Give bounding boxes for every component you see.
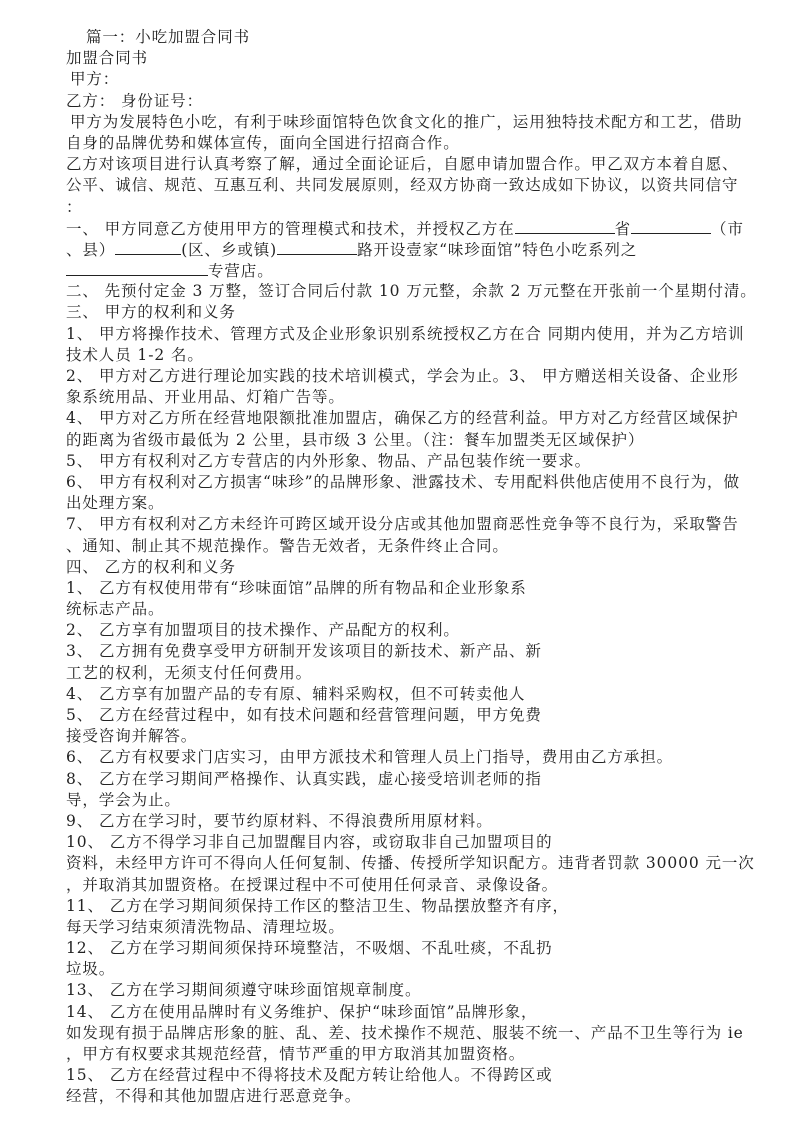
line-text: 、通知、制止其不规范操作。警告无效者，无条件终止合同。 <box>66 536 509 555</box>
line-text: 11、 乙方在学习期间须保持工作区的整洁卫生、物品摆放整齐有序， <box>66 896 569 915</box>
line-text: 6、 甲方有权利对乙方损害“味珍”的品牌形象、泄露技术、专用配料供他店使用不良行为，做 <box>66 472 740 491</box>
line-text: （市 <box>711 219 744 238</box>
line-text: 5、 甲方有权利对乙方专营店的内外形象、物品、产品包装作统一要求。 <box>66 451 591 470</box>
document-line <box>66 197 736 218</box>
line-text: 3、 乙方拥有免费享受甲方研制开发该项目的新技术、新产品、新 <box>66 642 542 661</box>
fill-in-blank <box>115 239 181 255</box>
line-text: 8、 乙方在学习期间严格操作、认真实践，虚心接受培训老师的指 <box>66 769 542 788</box>
line-text: 1、 甲方将操作技术、管理方式及企业形象识别系统授权乙方在合 同期内使用，并为乙方培训 <box>66 324 745 343</box>
line-text: 统标志产品。 <box>66 600 165 619</box>
document-line <box>66 175 739 196</box>
line-text: 二、 先预付定金 3 万整，签订合同后付款 10 万元整，余款 2 万元整在开张前一个星期付清。 <box>66 282 757 301</box>
line-text: 乙方对该项目进行认真考察了解，通过全面论证后，自愿申请加盟合作。甲乙双方本着自愿、 <box>66 155 739 174</box>
line-text: 1、 乙方有权使用带有“珍味面馆”品牌的所有物品和企业形象系 <box>66 578 527 597</box>
line-text: ，甲方有权要求其规范经营，情节严重的甲方取消其加盟资格。 <box>66 1045 526 1063</box>
document-line <box>66 493 736 514</box>
fill-in-blank <box>631 218 711 234</box>
line-text: 接受咨询并解答。 <box>66 727 198 746</box>
document-line <box>66 811 736 832</box>
fill-in-blank <box>66 260 208 276</box>
document-line <box>66 1002 736 1023</box>
line-text: 垃圾。 <box>66 960 116 979</box>
document-line <box>66 366 739 387</box>
document-line <box>66 959 736 980</box>
line-text: 技术人员 1-2 名。 <box>66 345 204 364</box>
line-text: 象系统用品、开业用品、灯箱广告等。 <box>66 388 345 407</box>
document-line <box>66 133 736 154</box>
document-line <box>66 430 736 451</box>
line-text: 每天学习结束须清洗物品、清理垃圾。 <box>66 917 345 936</box>
document-line <box>66 980 736 1001</box>
line-text: 15、 乙方在经营过程中不得将技术及配方转让给他人。不得跨区或 <box>66 1066 553 1085</box>
line-text: 2、 甲方对乙方进行理论加实践的技术培训模式，学会为止。3、 甲方赠送相关设备、企业形 <box>66 367 739 385</box>
line-text: ，并取消其加盟资格。在授课过程中不可使用任何录音、录像设备。 <box>66 875 559 894</box>
document-line <box>66 387 736 408</box>
document-line <box>66 91 736 112</box>
document-line <box>66 472 740 493</box>
document-line <box>66 345 736 366</box>
line-text: 篇一：小吃加盟合同书 <box>86 28 251 46</box>
document-line <box>66 938 736 959</box>
contract-document <box>66 27 757 1108</box>
line-text: 甲方为发展特色小吃，有利于味珍面馆特色饮食文化的推广，运用独特技术配方和工艺，借助 <box>70 112 743 131</box>
line-text: 公平、诚信、规范、互惠互利、共同发展原则，经双方协商一致达成如下协议，以资共同信守 <box>66 176 739 195</box>
document-line <box>66 853 755 874</box>
line-text: 12、 乙方在学习期间须保持环境整洁，不吸烟、不乱吐痰，不乱扔 <box>66 939 553 958</box>
line-text: ： <box>66 197 83 216</box>
document-line <box>66 599 736 620</box>
line-text: 如发现有损于品牌店形象的脏、乱、差、技术操作不规范、服装不统一、产品不卫生等行为 ie <box>66 1023 744 1042</box>
document-line <box>66 281 757 302</box>
document-line <box>66 1065 736 1086</box>
line-text: 导，学会为止。 <box>66 790 181 809</box>
document-line <box>66 302 736 323</box>
line-text: 2、 乙方享有加盟项目的技术操作、产品配方的权利。 <box>66 621 460 640</box>
document-line <box>66 324 745 345</box>
line-text: 、县） <box>66 240 116 259</box>
document-line <box>66 917 736 938</box>
document-line <box>66 769 736 790</box>
line-text: 出处理方案。 <box>66 494 165 513</box>
document-line <box>66 790 736 811</box>
document-line <box>66 154 739 175</box>
document-line <box>66 832 736 853</box>
line-text: 工艺的权利，无须支付任何费用。 <box>66 663 313 682</box>
document-line <box>66 112 743 133</box>
fill-in-blank <box>515 218 615 234</box>
line-text: 14、 乙方在使用品牌时有义务维护、保护“味珍面馆”品牌形象， <box>66 1002 538 1021</box>
line-text: 加盟合同书 <box>66 49 149 68</box>
line-text: 的距离为省级市最低为 2 公里，县市级 3 公里。（注：餐车加盟类无区域保护） <box>66 430 645 449</box>
line-text: 10、 乙方不得学习非自己加盟醒目内容，或窃取非自己加盟项目的 <box>66 833 553 852</box>
document-line <box>66 451 736 472</box>
document-line <box>66 218 744 239</box>
document-line <box>66 620 736 641</box>
line-text: (区、乡或镇) <box>181 240 278 259</box>
line-text: 自身的品牌优势和媒体宣传，面向全国进行招商合作。 <box>66 133 460 152</box>
document-line <box>66 239 736 260</box>
line-text: 三、 甲方的权利和义务 <box>66 303 236 322</box>
line-text: 4、 乙方享有加盟产品的专有原、辅料采购权，但不可转卖他人 <box>66 684 526 703</box>
fill-in-blank <box>277 239 357 255</box>
document-line <box>66 27 736 48</box>
document-line <box>66 1023 744 1044</box>
document-line <box>66 747 736 768</box>
line-text: 6、 乙方有权要求门店实习，由甲方派技术和管理人员上门指导，费用由乙方承担。 <box>66 748 673 767</box>
document-line <box>66 536 736 557</box>
line-text: 四、 乙方的权利和义务 <box>66 557 236 576</box>
line-text: 5、 乙方在经营过程中，如有技术问题和经营管理问题，甲方免费 <box>66 706 542 724</box>
line-text: 7、 甲方有权利对乙方未经许可跨区域开设分店或其他加盟商恶性竞争等不良行为，采取警告 <box>66 515 739 534</box>
line-text: 路开设壹家“味珍面馆”特色小吃系列之 <box>357 240 638 259</box>
line-text: 甲方： <box>70 70 120 89</box>
document-line <box>66 48 736 69</box>
document-line <box>66 663 736 684</box>
line-text: 一、 甲方同意乙方使用甲方的管理模式和技术，并授权乙方在 <box>66 219 515 238</box>
document-line <box>66 260 736 281</box>
document-line <box>66 557 736 578</box>
document-line <box>66 408 739 429</box>
document-line <box>66 896 736 917</box>
document-line <box>66 726 736 747</box>
line-text: 4、 甲方对乙方所在经营地限额批准加盟店，确保乙方的经营利益。甲方对乙方经营区域保护 <box>66 409 739 428</box>
line-text: 专营店。 <box>208 262 274 281</box>
line-text: 9、 乙方在学习时，要节约原材料、不得浪费所用原材料。 <box>66 811 493 830</box>
document-line <box>66 705 736 726</box>
document-line <box>66 684 736 705</box>
line-text: 乙方： 身份证号： <box>66 91 204 110</box>
line-text: 13、 乙方在学习期间须遵守味珍面馆规章制度。 <box>66 981 422 1000</box>
document-line <box>66 1086 736 1107</box>
line-text: 资料，未经甲方许可不得向人任何复制、传播、传授所学知识配方。违背者罚款 30000 元一次 <box>66 854 755 873</box>
document-line <box>66 875 736 896</box>
document-line <box>66 69 736 90</box>
line-text: 经营，不得和其他加盟店进行恶意竞争。 <box>66 1087 362 1106</box>
line-text: 省 <box>614 219 632 238</box>
document-line <box>66 514 739 535</box>
document-line <box>66 1044 736 1065</box>
document-line <box>66 578 736 599</box>
document-line <box>66 641 736 662</box>
